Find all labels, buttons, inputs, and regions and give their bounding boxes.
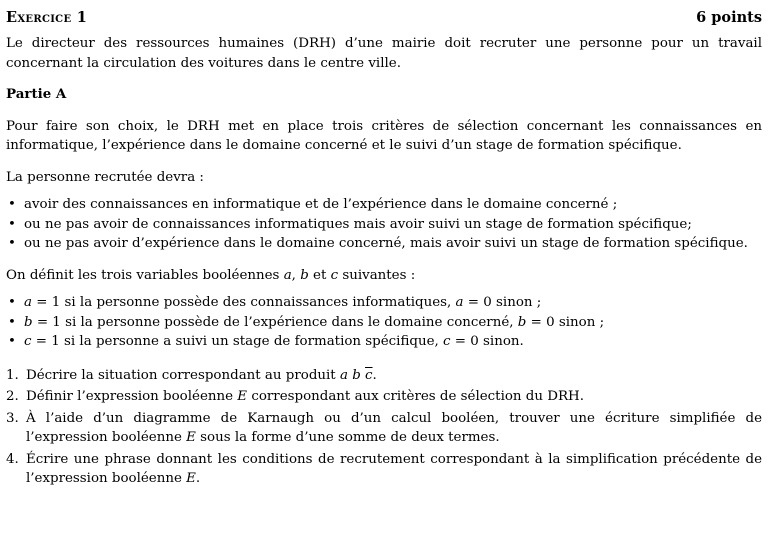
question-item: 2. Définir l’expression booléenne E correspondant aux critères de sélection du DRH. <box>6 389 584 404</box>
requirement-intro: La personne recrutée devra : <box>6 169 204 185</box>
exercise-header <box>6 8 762 30</box>
exercise-points: 6 points <box>696 9 762 26</box>
list-item: • a = 1 si la personne possède des connaissances informatiques, a = 0 sinon ; <box>6 293 762 313</box>
bullet-icon: • <box>8 295 16 310</box>
list-item: • ou ne pas avoir de connaissances informatiques mais avoir suivi un stage de formation spécifique; <box>6 215 762 235</box>
bullet-icon: • <box>8 314 16 330</box>
questions-list <box>6 366 762 489</box>
question-item: 4. Écrire une phrase donnant les conditions de recrutement correspondant à la simplification précédente de l’expression booléenne E. <box>6 451 762 486</box>
list-item: • ou ne pas avoir d’expérience dans le domaine concerné, mais avoir suivi un stage de formation spécifique. <box>6 234 762 254</box>
question-item: 1. Décrire la situation correspondant au produit a b $\overline{c}$. <box>6 367 377 383</box>
bullet-icon: • <box>8 197 16 212</box>
criteria-list <box>6 195 762 254</box>
bullet-icon: • <box>8 334 16 349</box>
variables-list <box>6 293 762 352</box>
list-item: • b = 1 si la personne possède de l’expérience dans le domaine concerné, b = 0 sinon ; <box>6 313 762 333</box>
criteria-paragraph: Pour faire son choix, le DRH met en place trois critères de sélection concernant les connaissances en informatique, l’expérience dans le domaine concerné et le suivi d’un stage de formation spécifique. <box>6 118 762 153</box>
intro-paragraph: Le directeur des ressources humaines (DRH) d’une mairie doit recruter une personne pour un travail concernant la circulation des voitures dans le centre ville. <box>6 36 762 71</box>
bullet-icon: • <box>8 216 16 232</box>
list-item: • avoir des connaissances en informatique et de l’expérience dans le domaine concerné ; <box>6 195 762 215</box>
partie-a-title: Partie A <box>6 86 67 102</box>
exercise-title: Exercice 1 <box>6 9 88 26</box>
question-item: 3. À l’aide d’un diagramme de Karnaugh ou d’un calcul booléen, trouver une écriture simplifiée de l’expression booléenne E sous la forme d’une somme de deux termes. <box>6 410 762 445</box>
bullet-icon: • <box>8 236 16 251</box>
variables-intro: On définit les trois variables booléennes a, b et c suivantes : <box>6 267 416 283</box>
list-item: • c = 1 si la personne a suivi un stage de formation spécifique, c = 0 sinon. <box>6 332 762 352</box>
